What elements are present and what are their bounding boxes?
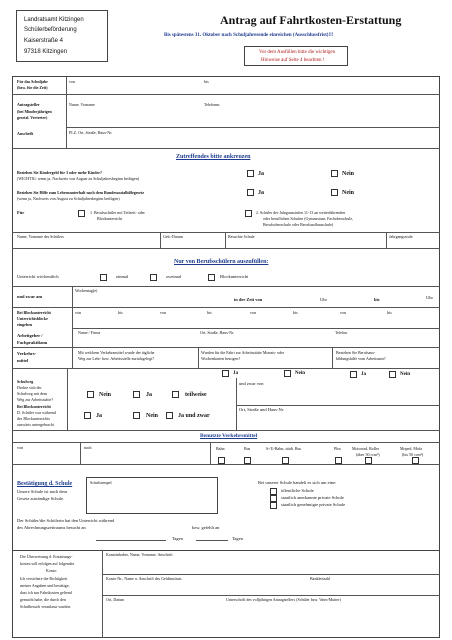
mode-car-label: Pkw — [334, 446, 342, 451]
monthly-no-label: Nein — [295, 371, 305, 376]
mode-car-checkbox[interactable] — [335, 457, 342, 464]
deadline-subtitle: Bis spätestens 31. Oktober nach Schuljahresende einreichen (Ausschlussfrist)!!! — [164, 33, 334, 38]
mode-bus-checkbox[interactable] — [244, 457, 251, 464]
schoolway-label-1: Schulweg — [17, 379, 34, 384]
school-public-label: öffentliche Schule — [281, 488, 314, 493]
time-to-uhr: Uhr — [426, 295, 433, 300]
transport-q1-line1: Mit welchem Verkehrsmittel wurde der tägliche — [78, 350, 155, 355]
school-type-question: Bei unserer Schule handelt es sich um eine: — [258, 480, 337, 485]
welfare-no-label: Nein — [342, 190, 354, 196]
student-school-field[interactable]: Besuchte Schule — [228, 234, 255, 239]
mode-motorbike-checkbox[interactable] — [365, 457, 372, 464]
schoolyear-label-2: (bzw. für die Zeit) — [17, 85, 48, 90]
missed-days-unit: Tagen — [232, 536, 243, 541]
applicant-label: Antragsteller — [17, 102, 40, 107]
bank-code-field[interactable]: Bankleitzahl — [310, 576, 331, 581]
lodging-yes-checkbox[interactable] — [84, 412, 91, 419]
block-col-8[interactable]: bis — [387, 310, 392, 315]
notice-line-2: Hinweise auf Seite 4 beachten ! — [261, 58, 325, 63]
fuer-option-1-checkbox[interactable] — [78, 210, 85, 217]
fuer-option-2-line2: oder beruflichen Schulen (Gymnasium, Fachoberschule, — [263, 216, 354, 221]
bank-text-7: gemacht habe, die durch den — [20, 597, 66, 602]
school-confirmation-text-2: Gesetz zuständige Schule. — [17, 496, 65, 501]
applicant-label-2: (bei Minderjährigen — [17, 109, 52, 114]
lodging-yes-label: Ja — [96, 413, 102, 419]
schoolway-partial-checkbox[interactable] — [172, 391, 179, 398]
bank-text-2: kosten soll erfolgen auf folgendes — [20, 561, 75, 566]
time-to-label: bis — [374, 297, 380, 302]
transport-q3-line1: Beziehen Sie Berufsaus- — [336, 350, 376, 355]
block-col-7[interactable]: von — [340, 310, 346, 315]
twice-checkbox[interactable] — [150, 274, 157, 281]
address-line-1: Landratsamt Kitzingen — [24, 17, 84, 23]
lodging-partial-checkbox[interactable] — [166, 412, 173, 419]
monthly-yes-checkbox[interactable] — [222, 370, 229, 377]
aid-no-label: Nein — [400, 372, 410, 377]
school-recognized-checkbox[interactable] — [270, 495, 277, 502]
block-row-label-2: Unterrichtsblöcke — [17, 316, 48, 321]
employer-name-field[interactable]: Name / Firma — [78, 330, 101, 335]
childbenefit-hint: (WICHTIG: wenn ja, Nachweis von August zu Schuljahresbeginn beifügen) — [17, 176, 140, 181]
student-name-field[interactable]: Name, Vorname des Schülers — [17, 234, 64, 239]
mode-motorbike-label: Motorrad, Roller — [352, 446, 380, 451]
schoolway-no-label: Nein — [99, 392, 111, 398]
attended-days-unit: Tagen — [172, 536, 183, 541]
aid-yes-label: Ja — [361, 372, 366, 377]
block-col-2[interactable]: bis — [118, 310, 123, 315]
schoolway-label-8: auswärts untergebracht — [17, 422, 54, 427]
time-from-uhr: Uhr — [320, 297, 327, 302]
page-title: Antrag auf Fahrtkosten-Erstattung — [220, 13, 402, 27]
address-label: Anschrift — [17, 131, 34, 136]
section-vocational-heading: Nur von Berufsschülern auszufüllen: — [174, 259, 269, 265]
account-holder-field[interactable]: Kontoinhaber, Name, Vorname, Anschrift — [106, 552, 173, 557]
schoolway-no-checkbox[interactable] — [87, 391, 94, 398]
mode-train-label: Bahn — [216, 446, 225, 451]
welfare-yes-label: Ja — [258, 190, 264, 196]
lodging-partial-label: Ja und zwar — [178, 413, 210, 419]
once-checkbox[interactable] — [100, 274, 107, 281]
signature-field[interactable]: Unterschrift des volljährigen Antragstellers (Schüler bzw. Vater/Mutter) — [226, 597, 341, 602]
schoolyear-label: Für das Schuljahr — [17, 79, 49, 84]
twice-label: zweimal — [166, 274, 182, 279]
bank-frame — [12, 550, 440, 638]
schoolway-partial-label: teilweise — [185, 392, 207, 398]
applicant-address-field[interactable]: PLZ, Ort, Straße, Haus-Nr. — [69, 130, 113, 135]
once-label: einmal — [116, 274, 129, 279]
childbenefit-yes-label: Ja — [258, 171, 264, 177]
transport-q1-line2: Weg zur Lehr- bzw. Arbeitsstelle zurückgelegt? — [78, 356, 154, 361]
transport-q2-line2: Wochenkarten bezogen? — [201, 356, 241, 361]
student-birthdate-field[interactable]: Geb.-Datum — [163, 234, 183, 239]
applicant-phone-field[interactable]: Telefonnr. — [204, 102, 221, 107]
mode-bus-label: Bus — [244, 446, 251, 451]
block-col-4[interactable]: bis — [207, 310, 212, 315]
address-line-4: 97318 Kitzingen — [24, 49, 68, 55]
school-public-checkbox[interactable] — [270, 488, 277, 495]
schoolway-label-5: Bei Blockunterricht — [17, 404, 51, 409]
childbenefit-yes-checkbox[interactable] — [247, 170, 254, 177]
weekday-row-label: und zwar am — [17, 294, 43, 299]
school-recognized-label: staatlich anerkannte private Schule — [281, 495, 344, 500]
mode-moped-note: (bis 50 ccm³) — [402, 452, 424, 457]
block-row-label-1: Bei Blockunterricht — [17, 310, 51, 315]
aid-yes-checkbox[interactable] — [350, 371, 357, 378]
monthly-no-checkbox[interactable] — [284, 370, 291, 377]
andzwar-from-label: und zwar von — [239, 381, 264, 386]
schoolway-label-3: Schulweg mit dem — [17, 391, 47, 396]
weekday-field[interactable]: Wochentag(e) — [75, 288, 98, 293]
schoolway-label-7: des Blockunterrichts — [17, 416, 50, 421]
place-date-field[interactable]: Ort, Datum — [106, 597, 125, 602]
notice-box — [244, 46, 348, 66]
bank-text-1: Die Überweisung d. Erstattungs- — [20, 554, 73, 559]
employer-address-field[interactable]: Ort, Straße, Haus-Nr. — [200, 330, 235, 335]
fuer-label: Für — [17, 210, 25, 215]
welfare-hint: (wenn ja, Nachweis von August zu Schuljahresbeginn beifügen) — [17, 196, 120, 201]
applicant-name-field[interactable]: Name, Vorname — [69, 102, 95, 107]
weekly-label: Unterricht wöchentlich — [17, 274, 59, 279]
attendance-text-2: des Abrechnungszeitraums besucht an — [17, 525, 86, 530]
address-line-3: Kaiserstraße 4 — [24, 38, 64, 44]
mode-subway-label: S-/U-Bahn, städt. Bus — [266, 446, 302, 451]
fuer-option-1-line2: Blockunterricht — [97, 216, 123, 221]
time-from-label: in der Zeit von — [234, 297, 263, 302]
block-col-5[interactable]: von — [250, 310, 256, 315]
fuer-option-2-line3: Berufsoberschule oder Berufsaufbauschule) — [263, 222, 334, 227]
mode-train-checkbox[interactable] — [218, 457, 225, 464]
school-confirmation-text-1: Unsere Schule ist nach dem — [17, 489, 67, 494]
school-approved-label: staatlich genehmigte private Schule — [281, 502, 346, 507]
bank-text-8: Schulbesuch veranlasst wurden. — [20, 604, 72, 609]
attendance-text-1: Der Schüler/die Schülerin hat den Unterricht während — [17, 518, 115, 523]
notice-line-1: Vor dem Ausfüllen bitte die wichtigen — [259, 50, 336, 55]
route-to-field[interactable]: nach — [84, 445, 92, 450]
block-col-3[interactable]: von — [160, 310, 166, 315]
aid-no-checkbox[interactable] — [389, 371, 396, 378]
school-approved-checkbox[interactable] — [270, 502, 277, 509]
welfare-question: Beziehen Sie Hilfe zum Lebensunterhalt nach dem Bundessozialhilfegesetz — [17, 190, 144, 195]
missed-days-line[interactable] — [196, 540, 228, 541]
welfare-yes-checkbox[interactable] — [247, 189, 254, 196]
block-label: Blockunterricht — [220, 274, 249, 279]
bank-text-3: Konto: — [46, 568, 58, 573]
mode-subway-checkbox[interactable] — [282, 457, 289, 464]
applicant-label-3: gesetzl. Vertreter) — [17, 115, 48, 120]
childbenefit-no-label: Nein — [342, 171, 354, 177]
school-stamp-box[interactable] — [86, 477, 218, 514]
lodging-address-field[interactable]: Ort, Straße und Haus-Nr. — [239, 407, 285, 412]
schoolway-yes-label: Ja — [146, 392, 152, 398]
schoolway-label-2: Drohte sich der — [17, 385, 42, 390]
employer-label-1: Arbeitgeber / — [17, 333, 43, 338]
school-stamp-label: Schulstempel — [90, 480, 112, 485]
mode-motorbike-note: (über 50 ccm³) — [356, 452, 380, 457]
route-from-field[interactable]: von — [17, 445, 23, 450]
attendance-text-3: bzw. gefehlt an — [192, 525, 220, 530]
fuer-option-2-line1: 2. Schüler der Jahrgansstufen 11-13 an weiterführenden — [256, 210, 346, 215]
address-box — [16, 10, 108, 62]
bank-text-5: meiner Angaben und bestätige, — [20, 583, 70, 588]
monthly-yes-label: Ja — [233, 371, 238, 376]
student-grade-field[interactable]: Jahrgangsstufe — [389, 234, 413, 239]
employer-label-2: Fachpraktikum — [17, 340, 48, 345]
block-col-1[interactable]: von — [75, 310, 81, 315]
mode-moped-checkbox[interactable] — [412, 457, 419, 464]
block-row-label-3: eingeben — [17, 322, 33, 327]
transport-label-1: Verkehrs- — [17, 351, 37, 356]
block-checkbox[interactable] — [208, 274, 215, 281]
fuer-option-1-line1: 1. Berufsschüler mit Teilzeit- oder — [90, 210, 145, 215]
schoolyear-from[interactable]: von — [69, 79, 75, 84]
mode-moped-label: Moped, Mofa — [400, 446, 422, 451]
transport-q3-line2: bildungshilfe vom Arbeitsamt? — [336, 356, 386, 361]
lodging-no-checkbox[interactable] — [133, 412, 140, 419]
account-number-field[interactable]: Konto-Nr., Name u. Anschrift des Geldinstituts — [106, 576, 182, 581]
employer-phone-field[interactable]: Telefon — [335, 330, 348, 335]
lodging-no-label: Nein — [146, 413, 158, 419]
address-line-2: Schülerbeförderung — [24, 27, 77, 33]
schoolway-yes-checkbox[interactable] — [133, 391, 140, 398]
schoolway-label-4: Weg zur Arbeitsstätte? — [17, 397, 54, 402]
welfare-no-checkbox[interactable] — [331, 189, 338, 196]
school-confirmation-heading: Bestätigung d. Schule — [17, 481, 73, 487]
transport-label-2: mittel — [17, 358, 29, 363]
schoolway-label-6: D. Schüler war während — [17, 410, 56, 415]
childbenefit-no-checkbox[interactable] — [331, 170, 338, 177]
section-transport-heading: Benutzte Verkehrsmittel — [200, 433, 258, 439]
transport-q2-line1: Wurden für die Fahrt zur Arbeitsstätte Monats- oder — [201, 350, 285, 355]
block-col-6[interactable]: bis — [293, 310, 298, 315]
bank-text-4: Ich versichere die Richtigkeit — [20, 576, 68, 581]
attended-days-line[interactable] — [96, 540, 166, 541]
bank-text-6: dass ich nur Fahrtkosten geltend — [20, 590, 72, 595]
childbenefit-question: Beziehen Sie Kindergeld für 3 oder mehr Kinder? — [17, 170, 102, 175]
section-check-heading: Zutreffendes bitte ankreuzen — [176, 154, 251, 160]
schoolyear-to[interactable]: bis — [204, 79, 209, 84]
fuer-option-2-checkbox[interactable] — [245, 210, 252, 217]
